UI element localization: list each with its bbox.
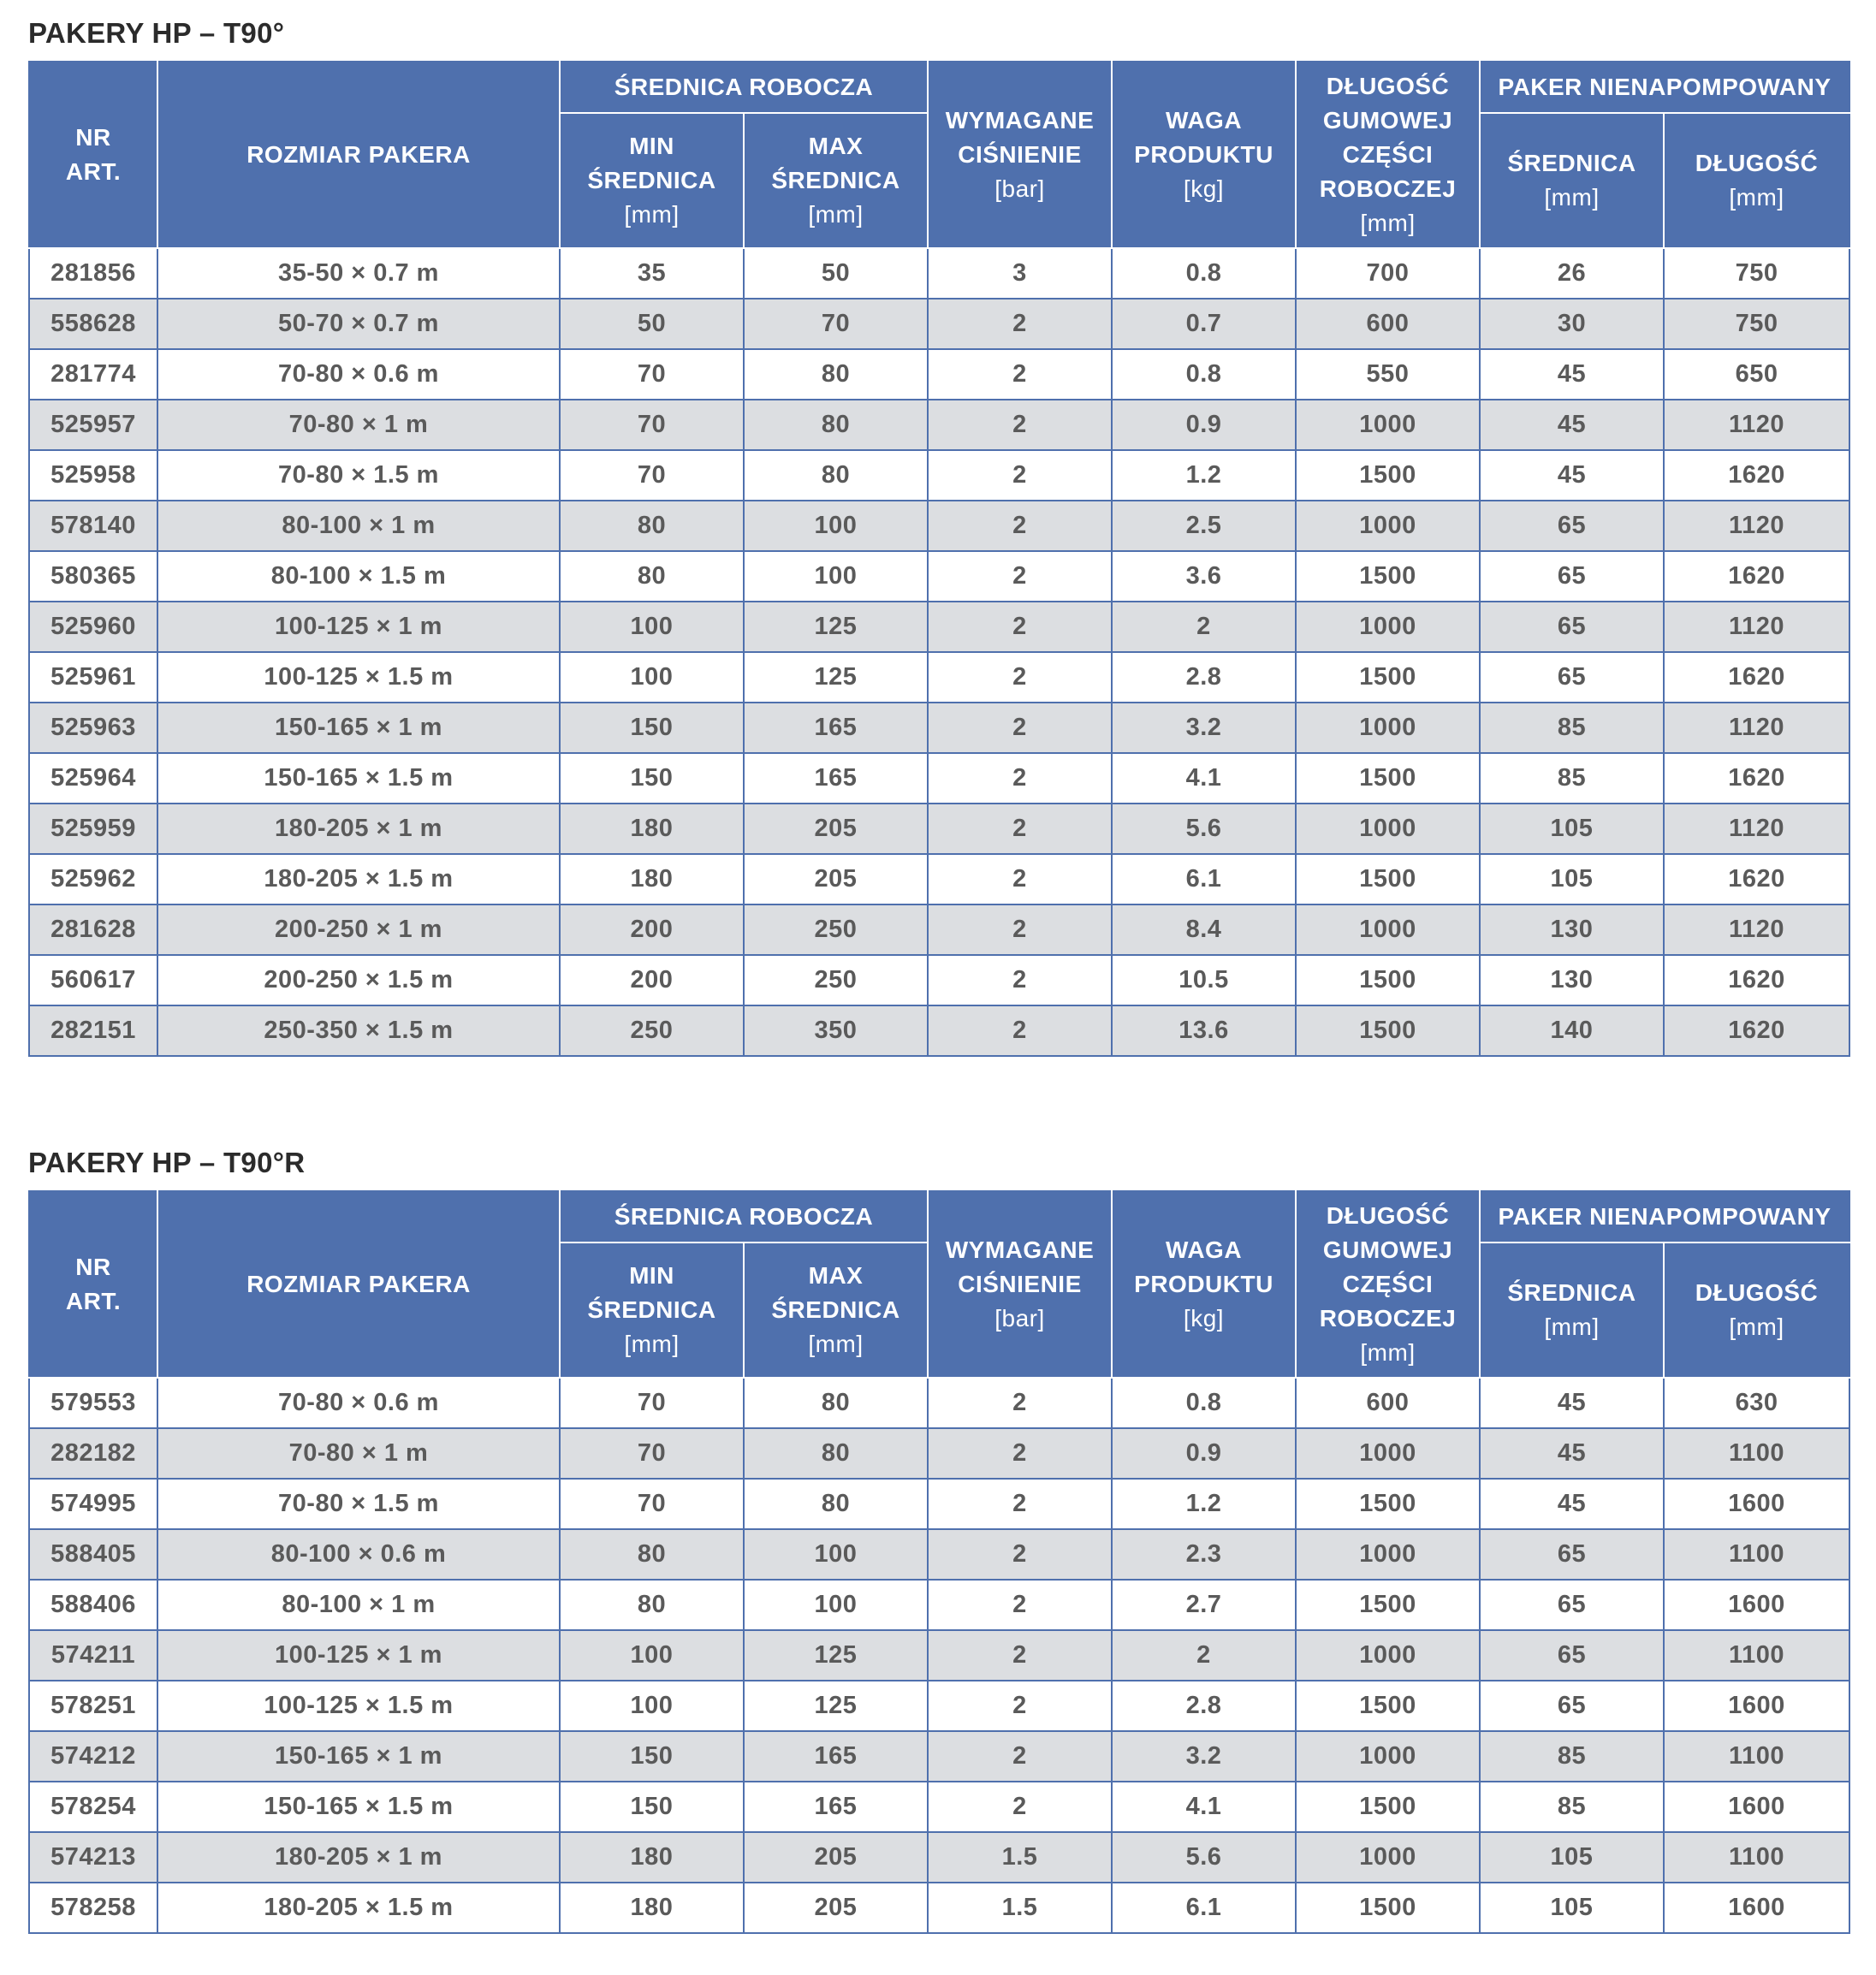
table-row [29,602,1849,652]
cell-paker-srednica: 45 [1480,400,1664,450]
table-row [29,501,1849,551]
cell-paker-dlugosc: 1620 [1664,652,1849,703]
cell-waga: 2.5 [1112,501,1296,551]
cell-waga: 5.6 [1112,1832,1296,1883]
header-rozmiar-pakera: ROZMIAR PAKERA [157,1191,560,1378]
cell-nr-art: 578254 [29,1782,157,1832]
cell-rozmiar: 180-205 × 1 m [157,804,560,854]
cell-paker-dlugosc: 1600 [1664,1883,1849,1933]
header-srednica-robocza: ŚREDNICA ROBOCZA [560,62,928,113]
cell-nr-art: 574213 [29,1832,157,1883]
cell-rozmiar: 70-80 × 1 m [157,1428,560,1479]
cell-rozmiar: 70-80 × 1.5 m [157,450,560,501]
header-wymagane-cisnienie: WYMAGANE CIŚNIENIE [bar] [928,1191,1112,1378]
cell-dlugosc-gumowej: 1500 [1296,551,1480,602]
cell-paker-srednica: 105 [1480,1883,1664,1933]
cell-paker-srednica: 65 [1480,501,1664,551]
cell-rozmiar: 80-100 × 1 m [157,501,560,551]
cell-paker-dlugosc: 1620 [1664,955,1849,1005]
cell-waga: 5.6 [1112,804,1296,854]
cell-waga: 3.2 [1112,703,1296,753]
cell-rozmiar: 70-80 × 1 m [157,400,560,450]
cell-waga: 13.6 [1112,1005,1296,1056]
cell-cisnienie: 2 [928,1681,1112,1731]
cell-paker-dlugosc: 1620 [1664,753,1849,804]
table-1-title: PAKERY HP – T90° [28,17,285,49]
cell-cisnienie: 2 [928,551,1112,602]
table-row [29,703,1849,753]
cell-dlugosc-gumowej: 1000 [1296,703,1480,753]
table-2-body [29,1378,1849,1933]
cell-waga: 2.3 [1112,1529,1296,1580]
table-row [29,400,1849,450]
cell-min-srednica: 180 [560,1883,744,1933]
cell-rozmiar: 80-100 × 1 m [157,1580,560,1630]
cell-min-srednica: 150 [560,1782,744,1832]
cell-paker-dlugosc: 1600 [1664,1479,1849,1529]
cell-nr-art: 525957 [29,400,157,450]
cell-paker-srednica: 65 [1480,551,1664,602]
cell-paker-dlugosc: 650 [1664,349,1849,400]
cell-max-srednica: 205 [744,804,928,854]
cell-nr-art: 525959 [29,804,157,854]
cell-paker-dlugosc: 1120 [1664,400,1849,450]
cell-rozmiar: 150-165 × 1.5 m [157,1782,560,1832]
header-rozmiar-pakera: ROZMIAR PAKERA [157,62,560,248]
cell-dlugosc-gumowej: 600 [1296,299,1480,349]
cell-max-srednica: 80 [744,349,928,400]
cell-nr-art: 525960 [29,602,157,652]
cell-paker-dlugosc: 1100 [1664,1731,1849,1782]
cell-rozmiar: 150-165 × 1 m [157,703,560,753]
cell-nr-art: 282182 [29,1428,157,1479]
table-row [29,248,1849,299]
cell-nr-art: 588405 [29,1529,157,1580]
cell-max-srednica: 80 [744,400,928,450]
cell-paker-srednica: 65 [1480,1681,1664,1731]
cell-cisnienie: 2 [928,400,1112,450]
header-wymagane-cisnienie: WYMAGANE CIŚNIENIE [bar] [928,62,1112,248]
cell-min-srednica: 180 [560,804,744,854]
cell-dlugosc-gumowej: 1000 [1296,1428,1480,1479]
cell-cisnienie: 2 [928,804,1112,854]
cell-waga: 3.2 [1112,1731,1296,1782]
cell-waga: 0.8 [1112,248,1296,299]
cell-rozmiar: 150-165 × 1.5 m [157,753,560,804]
cell-dlugosc-gumowej: 550 [1296,349,1480,400]
cell-paker-dlugosc: 1120 [1664,703,1849,753]
cell-paker-dlugosc: 1120 [1664,602,1849,652]
cell-max-srednica: 80 [744,1378,928,1428]
cell-dlugosc-gumowej: 600 [1296,1378,1480,1428]
cell-min-srednica: 100 [560,1681,744,1731]
cell-nr-art: 558628 [29,299,157,349]
cell-waga: 8.4 [1112,904,1296,955]
cell-rozmiar: 180-205 × 1.5 m [157,1883,560,1933]
cell-max-srednica: 250 [744,955,928,1005]
cell-cisnienie: 2 [928,450,1112,501]
cell-paker-srednica: 65 [1480,1529,1664,1580]
header-waga-produktu: WAGA PRODUKTU [kg] [1112,62,1296,248]
header-min-srednica: MIN ŚREDNICA [mm] [560,1243,744,1378]
cell-dlugosc-gumowej: 1500 [1296,753,1480,804]
cell-waga: 2 [1112,1630,1296,1681]
cell-paker-srednica: 130 [1480,955,1664,1005]
cell-waga: 2.8 [1112,652,1296,703]
cell-cisnienie: 2 [928,1479,1112,1529]
cell-dlugosc-gumowej: 1000 [1296,904,1480,955]
cell-waga: 0.7 [1112,299,1296,349]
header-srednica-robocza: ŚREDNICA ROBOCZA [560,1191,928,1243]
cell-rozmiar: 180-205 × 1 m [157,1832,560,1883]
cell-cisnienie: 2 [928,753,1112,804]
cell-paker-dlugosc: 1600 [1664,1681,1849,1731]
cell-dlugosc-gumowej: 1000 [1296,804,1480,854]
cell-rozmiar: 150-165 × 1 m [157,1731,560,1782]
cell-paker-dlugosc: 1120 [1664,501,1849,551]
table-row [29,1529,1849,1580]
cell-max-srednica: 80 [744,450,928,501]
cell-cisnienie: 2 [928,1529,1112,1580]
table-row [29,1479,1849,1529]
cell-cisnienie: 1.5 [928,1883,1112,1933]
cell-paker-dlugosc: 1100 [1664,1529,1849,1580]
cell-paker-dlugosc: 1100 [1664,1428,1849,1479]
cell-nr-art: 579553 [29,1378,157,1428]
table-row [29,753,1849,804]
cell-rozmiar: 70-80 × 1.5 m [157,1479,560,1529]
cell-cisnienie: 2 [928,349,1112,400]
cell-paker-srednica: 65 [1480,1580,1664,1630]
cell-min-srednica: 100 [560,652,744,703]
cell-paker-dlugosc: 1100 [1664,1832,1849,1883]
cell-cisnienie: 2 [928,1731,1112,1782]
cell-waga: 0.9 [1112,1428,1296,1479]
cell-min-srednica: 180 [560,854,744,904]
table-row [29,1681,1849,1731]
cell-nr-art: 578258 [29,1883,157,1933]
cell-min-srednica: 180 [560,1832,744,1883]
cell-dlugosc-gumowej: 1000 [1296,400,1480,450]
cell-paker-dlugosc: 1600 [1664,1782,1849,1832]
cell-max-srednica: 125 [744,652,928,703]
table-row [29,955,1849,1005]
cell-max-srednica: 165 [744,703,928,753]
cell-dlugosc-gumowej: 1500 [1296,652,1480,703]
table-1-body [29,248,1849,1056]
cell-dlugosc-gumowej: 1000 [1296,501,1480,551]
cell-cisnienie: 2 [928,1782,1112,1832]
cell-nr-art: 574211 [29,1630,157,1681]
table-row [29,1580,1849,1630]
cell-max-srednica: 125 [744,1630,928,1681]
table-row [29,349,1849,400]
cell-cisnienie: 2 [928,1378,1112,1428]
cell-paker-srednica: 105 [1480,804,1664,854]
cell-max-srednica: 80 [744,1428,928,1479]
cell-min-srednica: 80 [560,501,744,551]
cell-max-srednica: 100 [744,551,928,602]
cell-cisnienie: 2 [928,955,1112,1005]
cell-min-srednica: 70 [560,450,744,501]
cell-max-srednica: 100 [744,1580,928,1630]
cell-paker-dlugosc: 750 [1664,248,1849,299]
cell-paker-dlugosc: 750 [1664,299,1849,349]
table-2 [28,1190,1850,1934]
cell-min-srednica: 100 [560,602,744,652]
table-row [29,551,1849,602]
cell-rozmiar: 200-250 × 1 m [157,904,560,955]
cell-rozmiar: 180-205 × 1.5 m [157,854,560,904]
cell-nr-art: 574212 [29,1731,157,1782]
cell-paker-srednica: 45 [1480,349,1664,400]
cell-paker-srednica: 85 [1480,703,1664,753]
cell-max-srednica: 250 [744,904,928,955]
cell-max-srednica: 205 [744,854,928,904]
cell-min-srednica: 150 [560,703,744,753]
cell-cisnienie: 2 [928,602,1112,652]
cell-min-srednica: 35 [560,248,744,299]
cell-min-srednica: 80 [560,551,744,602]
cell-nr-art: 578251 [29,1681,157,1731]
cell-paker-srednica: 65 [1480,652,1664,703]
table-row [29,904,1849,955]
cell-max-srednica: 100 [744,1529,928,1580]
cell-paker-dlugosc: 1620 [1664,1005,1849,1056]
table-row [29,299,1849,349]
cell-waga: 2 [1112,602,1296,652]
cell-waga: 4.1 [1112,1782,1296,1832]
cell-rozmiar: 50-70 × 0.7 m [157,299,560,349]
header-max-srednica: MAX ŚREDNICA [mm] [744,1243,928,1378]
header-paker-nienapompowany: PAKER NIENAPOMPOWANY [1480,1191,1849,1243]
cell-min-srednica: 100 [560,1630,744,1681]
cell-dlugosc-gumowej: 1000 [1296,1832,1480,1883]
cell-cisnienie: 2 [928,1630,1112,1681]
cell-paker-srednica: 45 [1480,1378,1664,1428]
cell-paker-srednica: 26 [1480,248,1664,299]
cell-waga: 0.8 [1112,1378,1296,1428]
cell-waga: 1.2 [1112,450,1296,501]
cell-cisnienie: 2 [928,652,1112,703]
header-nr-art: NR ART. [29,1191,157,1378]
table-row [29,1883,1849,1933]
cell-rozmiar: 70-80 × 0.6 m [157,349,560,400]
cell-rozmiar: 70-80 × 0.6 m [157,1378,560,1428]
cell-cisnienie: 2 [928,854,1112,904]
cell-paker-dlugosc: 630 [1664,1378,1849,1428]
cell-min-srednica: 200 [560,904,744,955]
cell-max-srednica: 125 [744,602,928,652]
cell-nr-art: 560617 [29,955,157,1005]
table-row [29,1731,1849,1782]
cell-paker-srednica: 45 [1480,450,1664,501]
cell-paker-dlugosc: 1620 [1664,450,1849,501]
cell-nr-art: 525961 [29,652,157,703]
cell-min-srednica: 150 [560,1731,744,1782]
cell-max-srednica: 80 [744,1479,928,1529]
table-row [29,804,1849,854]
header-paker-srednica: ŚREDNICA [mm] [1480,113,1664,248]
cell-min-srednica: 200 [560,955,744,1005]
header-paker-dlugosc: DŁUGOŚĆ [mm] [1664,113,1849,248]
cell-min-srednica: 70 [560,349,744,400]
cell-waga: 6.1 [1112,1883,1296,1933]
cell-paker-dlugosc: 1600 [1664,1580,1849,1630]
cell-cisnienie: 2 [928,904,1112,955]
cell-waga: 0.9 [1112,400,1296,450]
cell-paker-dlugosc: 1620 [1664,551,1849,602]
cell-cisnienie: 2 [928,1428,1112,1479]
cell-min-srednica: 70 [560,1428,744,1479]
cell-max-srednica: 100 [744,501,928,551]
cell-dlugosc-gumowej: 1000 [1296,602,1480,652]
header-waga-produktu: WAGA PRODUKTU [kg] [1112,1191,1296,1378]
cell-max-srednica: 350 [744,1005,928,1056]
table-1 [28,61,1850,1057]
cell-nr-art: 578140 [29,501,157,551]
table-row [29,450,1849,501]
cell-cisnienie: 3 [928,248,1112,299]
cell-min-srednica: 80 [560,1529,744,1580]
cell-max-srednica: 205 [744,1832,928,1883]
cell-rozmiar: 250-350 × 1.5 m [157,1005,560,1056]
cell-paker-srednica: 45 [1480,1428,1664,1479]
cell-max-srednica: 165 [744,1731,928,1782]
cell-nr-art: 525963 [29,703,157,753]
table-row [29,1428,1849,1479]
cell-nr-art: 588406 [29,1580,157,1630]
cell-dlugosc-gumowej: 1500 [1296,1005,1480,1056]
cell-waga: 2.8 [1112,1681,1296,1731]
cell-waga: 4.1 [1112,753,1296,804]
cell-waga: 0.8 [1112,349,1296,400]
table-row [29,1832,1849,1883]
header-paker-dlugosc: DŁUGOŚĆ [mm] [1664,1243,1849,1378]
table-row [29,1005,1849,1056]
cell-min-srednica: 80 [560,1580,744,1630]
cell-nr-art: 574995 [29,1479,157,1529]
cell-paker-srednica: 140 [1480,1005,1664,1056]
cell-rozmiar: 100-125 × 1.5 m [157,1681,560,1731]
cell-max-srednica: 205 [744,1883,928,1933]
cell-nr-art: 525962 [29,854,157,904]
header-max-srednica: MAX ŚREDNICA [mm] [744,113,928,248]
cell-cisnienie: 2 [928,703,1112,753]
cell-max-srednica: 50 [744,248,928,299]
header-paker-nienapompowany: PAKER NIENAPOMPOWANY [1480,62,1849,113]
cell-rozmiar: 35-50 × 0.7 m [157,248,560,299]
cell-paker-srednica: 105 [1480,1832,1664,1883]
cell-max-srednica: 125 [744,1681,928,1731]
cell-dlugosc-gumowej: 700 [1296,248,1480,299]
cell-rozmiar: 80-100 × 0.6 m [157,1529,560,1580]
cell-waga: 6.1 [1112,854,1296,904]
table-row [29,652,1849,703]
cell-dlugosc-gumowej: 1000 [1296,1731,1480,1782]
cell-max-srednica: 70 [744,299,928,349]
cell-dlugosc-gumowej: 1500 [1296,1580,1480,1630]
header-dlugosc-gumowej: DŁUGOŚĆ GUMOWEJ CZĘŚCI ROBOCZEJ [mm] [1296,62,1480,248]
cell-max-srednica: 165 [744,753,928,804]
header-paker-srednica: ŚREDNICA [mm] [1480,1243,1664,1378]
cell-paker-dlugosc: 1120 [1664,904,1849,955]
cell-min-srednica: 70 [560,400,744,450]
cell-dlugosc-gumowej: 1500 [1296,1782,1480,1832]
cell-rozmiar: 80-100 × 1.5 m [157,551,560,602]
cell-nr-art: 525964 [29,753,157,804]
cell-paker-srednica: 130 [1480,904,1664,955]
cell-nr-art: 281856 [29,248,157,299]
cell-nr-art: 281628 [29,904,157,955]
cell-paker-srednica: 65 [1480,602,1664,652]
cell-dlugosc-gumowej: 1000 [1296,1529,1480,1580]
cell-nr-art: 282151 [29,1005,157,1056]
cell-paker-srednica: 65 [1480,1630,1664,1681]
cell-paker-srednica: 105 [1480,854,1664,904]
cell-nr-art: 525958 [29,450,157,501]
cell-paker-srednica: 45 [1480,1479,1664,1529]
cell-dlugosc-gumowej: 1500 [1296,1681,1480,1731]
cell-waga: 1.2 [1112,1479,1296,1529]
cell-rozmiar: 200-250 × 1.5 m [157,955,560,1005]
cell-paker-dlugosc: 1100 [1664,1630,1849,1681]
cell-rozmiar: 100-125 × 1.5 m [157,652,560,703]
cell-nr-art: 281774 [29,349,157,400]
cell-min-srednica: 150 [560,753,744,804]
cell-min-srednica: 250 [560,1005,744,1056]
cell-nr-art: 580365 [29,551,157,602]
table-row [29,1378,1849,1428]
header-dlugosc-gumowej: DŁUGOŚĆ GUMOWEJ CZĘŚCI ROBOCZEJ [mm] [1296,1191,1480,1378]
cell-min-srednica: 70 [560,1479,744,1529]
cell-paker-srednica: 85 [1480,1782,1664,1832]
cell-cisnienie: 2 [928,299,1112,349]
cell-waga: 2.7 [1112,1580,1296,1630]
cell-dlugosc-gumowej: 1500 [1296,1479,1480,1529]
cell-dlugosc-gumowej: 1000 [1296,1630,1480,1681]
cell-rozmiar: 100-125 × 1 m [157,602,560,652]
table-row [29,854,1849,904]
cell-paker-srednica: 85 [1480,1731,1664,1782]
header-min-srednica: MIN ŚREDNICA [mm] [560,113,744,248]
cell-cisnienie: 2 [928,1005,1112,1056]
table-row [29,1782,1849,1832]
table-2-title: PAKERY HP – T90°R [28,1147,306,1178]
cell-paker-dlugosc: 1120 [1664,804,1849,854]
cell-dlugosc-gumowej: 1500 [1296,854,1480,904]
cell-dlugosc-gumowej: 1500 [1296,1883,1480,1933]
cell-cisnienie: 2 [928,501,1112,551]
cell-paker-dlugosc: 1620 [1664,854,1849,904]
table-row [29,1630,1849,1681]
cell-max-srednica: 165 [744,1782,928,1832]
cell-cisnienie: 2 [928,1580,1112,1630]
cell-cisnienie: 1.5 [928,1832,1112,1883]
cell-paker-srednica: 85 [1480,753,1664,804]
cell-paker-srednica: 30 [1480,299,1664,349]
cell-waga: 3.6 [1112,551,1296,602]
cell-dlugosc-gumowej: 1500 [1296,955,1480,1005]
cell-dlugosc-gumowej: 1500 [1296,450,1480,501]
cell-rozmiar: 100-125 × 1 m [157,1630,560,1681]
cell-min-srednica: 70 [560,1378,744,1428]
cell-min-srednica: 50 [560,299,744,349]
header-nr-art: NR ART. [29,62,157,248]
cell-waga: 10.5 [1112,955,1296,1005]
